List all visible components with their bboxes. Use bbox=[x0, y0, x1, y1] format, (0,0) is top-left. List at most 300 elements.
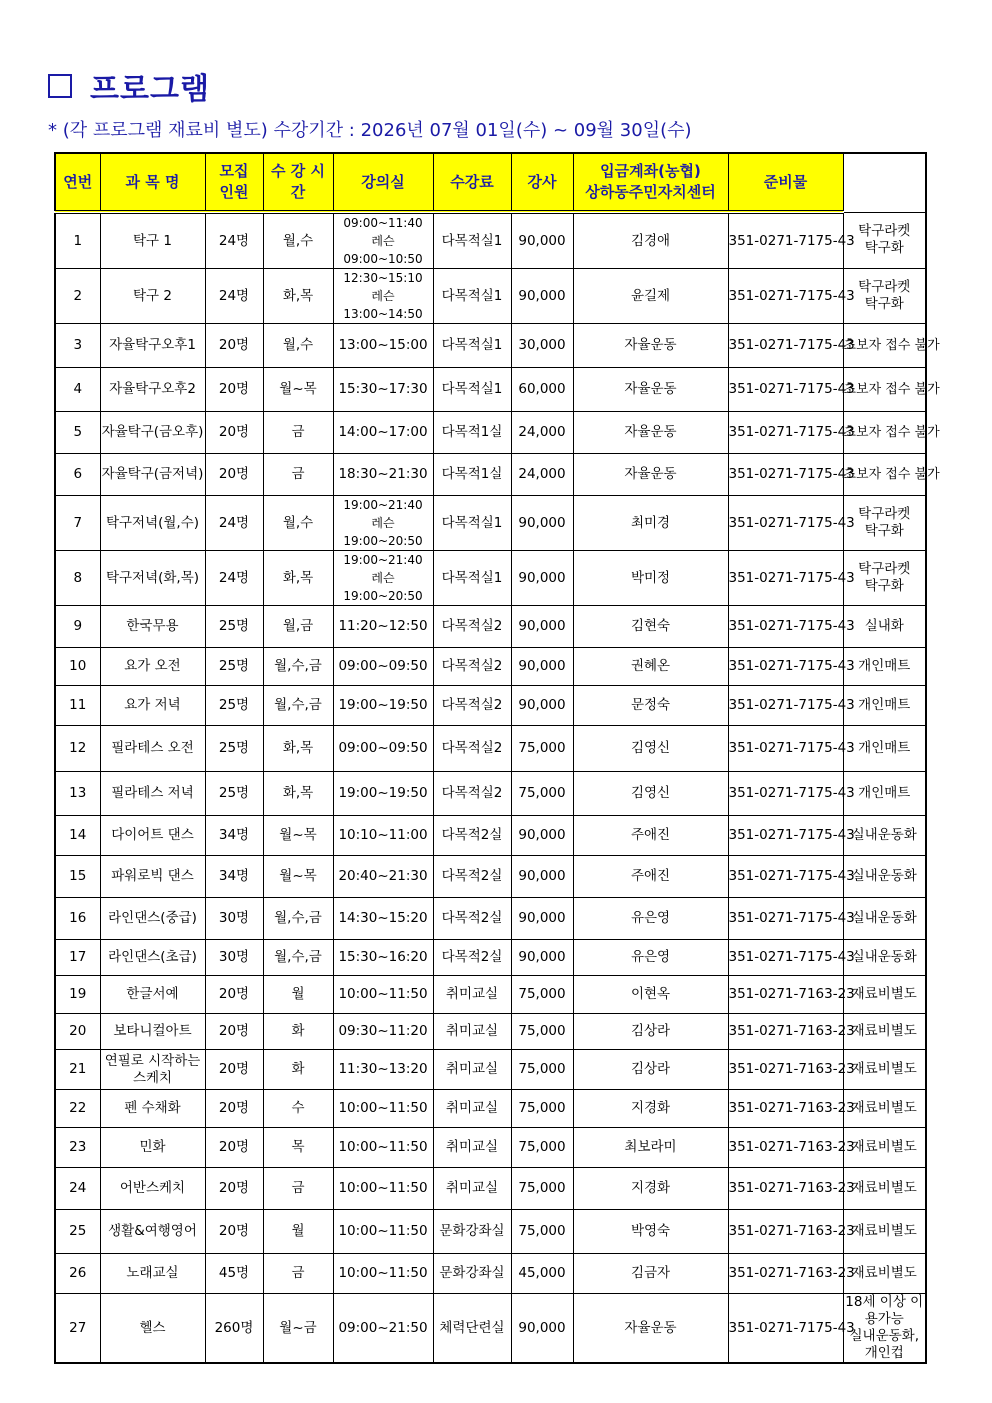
table-row bbox=[55, 1128, 926, 1168]
cell-days: 월~목 bbox=[263, 816, 333, 856]
cell-days: 월,수,금 bbox=[263, 686, 333, 726]
cell-course: 한글서예 bbox=[100, 976, 205, 1014]
cell-time: 11:20~12:50 bbox=[333, 606, 433, 648]
table-row bbox=[55, 269, 926, 324]
cell-room: 다목적2실 bbox=[433, 940, 511, 976]
cell-fee: 90,000 bbox=[511, 606, 573, 648]
table-body bbox=[55, 212, 940, 1363]
header-room: 강의실 bbox=[333, 153, 433, 212]
cell-room: 다목적실1 bbox=[433, 269, 511, 324]
cell-course: 자율탁구(금오후) bbox=[100, 412, 205, 454]
cell-account: 351-0271-7175-43 bbox=[728, 496, 843, 551]
cell-supplies: 개인매트 bbox=[843, 686, 926, 726]
cell-room: 문화강좌실 bbox=[433, 1254, 511, 1294]
cell-no: 7 bbox=[55, 496, 100, 551]
cell-fee: 90,000 bbox=[511, 551, 573, 606]
cell-account: 351-0271-7175-43 bbox=[728, 816, 843, 856]
cell-capacity: 20명 bbox=[205, 1168, 263, 1210]
cell-capacity: 24명 bbox=[205, 269, 263, 324]
cell-instructor: 최미경 bbox=[573, 496, 728, 551]
cell-instructor: 김경애 bbox=[573, 212, 728, 269]
cell-no: 24 bbox=[55, 1168, 100, 1210]
cell-account: 351-0271-7175-43 bbox=[728, 212, 843, 269]
cell-instructor: 박미정 bbox=[573, 551, 728, 606]
cell-supplies: 탁구라켓 탁구화 bbox=[843, 269, 926, 324]
table-row bbox=[55, 772, 926, 816]
table-row bbox=[55, 1090, 926, 1128]
cell-capacity: 25명 bbox=[205, 772, 263, 816]
cell-course: 노래교실 bbox=[100, 1254, 205, 1294]
cell-fee: 75,000 bbox=[511, 1128, 573, 1168]
cell-time: 09:00~09:50 bbox=[333, 726, 433, 772]
cell-course: 자율탁구(금저녁) bbox=[100, 454, 205, 496]
cell-instructor: 윤길제 bbox=[573, 269, 728, 324]
cell-instructor: 김현숙 bbox=[573, 606, 728, 648]
cell-days: 월,수 bbox=[263, 212, 333, 269]
cell-capacity: 30명 bbox=[205, 940, 263, 976]
table-row bbox=[55, 1294, 926, 1364]
cell-room: 취미교실 bbox=[433, 1128, 511, 1168]
cell-supplies: 탁구라켓 탁구화 bbox=[843, 212, 926, 269]
cell-days: 화,목 bbox=[263, 726, 333, 772]
cell-course: 헬스 bbox=[100, 1294, 205, 1364]
cell-no: 5 bbox=[55, 412, 100, 454]
cell-course: 필라테스 오전 bbox=[100, 726, 205, 772]
cell-fee: 45,000 bbox=[511, 1254, 573, 1294]
cell-capacity: 24명 bbox=[205, 551, 263, 606]
cell-time: 14:00~17:00 bbox=[333, 412, 433, 454]
cell-fee: 75,000 bbox=[511, 726, 573, 772]
cell-room: 다목적실1 bbox=[433, 551, 511, 606]
cell-fee: 90,000 bbox=[511, 648, 573, 686]
cell-supplies: 재료비별도 bbox=[843, 1254, 926, 1294]
cell-room: 다목적1실 bbox=[433, 412, 511, 454]
cell-capacity: 20명 bbox=[205, 368, 263, 412]
cell-fee: 90,000 bbox=[511, 269, 573, 324]
cell-time: 15:30~17:30 bbox=[333, 368, 433, 412]
cell-no: 25 bbox=[55, 1210, 100, 1254]
cell-fee: 90,000 bbox=[511, 496, 573, 551]
cell-instructor: 자율운동 bbox=[573, 324, 728, 368]
cell-fee: 75,000 bbox=[511, 976, 573, 1014]
cell-supplies: 재료비별도 bbox=[843, 1090, 926, 1128]
cell-no: 12 bbox=[55, 726, 100, 772]
cell-instructor: 김상라 bbox=[573, 1050, 728, 1090]
cell-time: 09:00~21:50 bbox=[333, 1294, 433, 1364]
cell-time: 15:30~16:20 bbox=[333, 940, 433, 976]
cell-fee: 90,000 bbox=[511, 940, 573, 976]
cell-account: 351-0271-7163-23 bbox=[728, 976, 843, 1014]
table-row bbox=[55, 816, 926, 856]
cell-days: 월,수,금 bbox=[263, 940, 333, 976]
cell-fee: 90,000 bbox=[511, 898, 573, 940]
cell-supplies: 실내운동화 bbox=[843, 898, 926, 940]
cell-time: 19:00~19:50 bbox=[333, 686, 433, 726]
cell-course: 자율탁구오후2 bbox=[100, 368, 205, 412]
cell-account: 351-0271-7175-43 bbox=[728, 368, 843, 412]
cell-instructor: 유은영 bbox=[573, 898, 728, 940]
cell-course: 어반스케치 bbox=[100, 1168, 205, 1210]
cell-supplies: 재료비별도 bbox=[843, 1050, 926, 1090]
cell-instructor: 자율운동 bbox=[573, 412, 728, 454]
cell-days: 월,수 bbox=[263, 324, 333, 368]
cell-supplies: 초보자 접수 불가 bbox=[843, 454, 926, 496]
cell-time: 18:30~21:30 bbox=[333, 454, 433, 496]
table-row bbox=[55, 1014, 926, 1050]
cell-instructor: 문정숙 bbox=[573, 686, 728, 726]
cell-no: 8 bbox=[55, 551, 100, 606]
cell-course: 보타니컬아트 bbox=[100, 1014, 205, 1050]
cell-time: 10:00~11:50 bbox=[333, 1090, 433, 1128]
cell-room: 다목적2실 bbox=[433, 856, 511, 898]
cell-days: 월 bbox=[263, 976, 333, 1014]
cell-no: 6 bbox=[55, 454, 100, 496]
cell-account: 351-0271-7175-43 bbox=[728, 551, 843, 606]
cell-time: 10:00~11:50 bbox=[333, 1210, 433, 1254]
cell-instructor: 김영신 bbox=[573, 726, 728, 772]
cell-capacity: 34명 bbox=[205, 856, 263, 898]
cell-no: 11 bbox=[55, 686, 100, 726]
cell-capacity: 20명 bbox=[205, 1014, 263, 1050]
table-row bbox=[55, 606, 926, 648]
cell-account: 351-0271-7163-23 bbox=[728, 1014, 843, 1050]
cell-supplies: 18세 이상 이용가능 실내운동화,개인컵 bbox=[843, 1294, 926, 1364]
cell-days: 화,목 bbox=[263, 269, 333, 324]
cell-days: 월,수 bbox=[263, 496, 333, 551]
cell-days: 월,수,금 bbox=[263, 898, 333, 940]
header-fee: 수강료 bbox=[433, 153, 511, 212]
table-row bbox=[55, 976, 926, 1014]
cell-instructor: 권혜온 bbox=[573, 648, 728, 686]
cell-room: 취미교실 bbox=[433, 1014, 511, 1050]
cell-supplies: 재료비별도 bbox=[843, 1014, 926, 1050]
table-row bbox=[55, 368, 926, 412]
table-row bbox=[55, 551, 926, 606]
cell-supplies: 초보자 접수 불가 bbox=[843, 368, 926, 412]
cell-time: 10:00~11:50 bbox=[333, 1128, 433, 1168]
table-row bbox=[55, 940, 926, 976]
table-row bbox=[55, 1210, 926, 1254]
cell-no: 15 bbox=[55, 856, 100, 898]
table-row bbox=[55, 648, 926, 686]
cell-instructor: 박영숙 bbox=[573, 1210, 728, 1254]
cell-days: 월~목 bbox=[263, 856, 333, 898]
cell-time: 20:40~21:30 bbox=[333, 856, 433, 898]
cell-capacity: 260명 bbox=[205, 1294, 263, 1364]
cell-no: 27 bbox=[55, 1294, 100, 1364]
cell-fee: 90,000 bbox=[511, 1294, 573, 1364]
cell-instructor: 자율운동 bbox=[573, 368, 728, 412]
cell-account: 351-0271-7175-43 bbox=[728, 324, 843, 368]
cell-account: 351-0271-7163-23 bbox=[728, 1254, 843, 1294]
cell-instructor: 자율운동 bbox=[573, 454, 728, 496]
cell-fee: 75,000 bbox=[511, 772, 573, 816]
cell-account: 351-0271-7163-23 bbox=[728, 1168, 843, 1210]
cell-days: 금 bbox=[263, 454, 333, 496]
cell-account: 351-0271-7163-23 bbox=[728, 1090, 843, 1128]
cell-course: 한국무용 bbox=[100, 606, 205, 648]
cell-time: 19:00~21:40 레슨19:00~20:50 bbox=[333, 496, 433, 551]
table-row bbox=[55, 324, 926, 368]
cell-course: 연필로 시작하는 스케치 bbox=[100, 1050, 205, 1090]
cell-time: 13:00~15:00 bbox=[333, 324, 433, 368]
cell-room: 다목적실2 bbox=[433, 648, 511, 686]
header-time: 수 강 시 간 bbox=[263, 153, 333, 212]
cell-account: 351-0271-7163-23 bbox=[728, 1050, 843, 1090]
cell-days: 월,수,금 bbox=[263, 648, 333, 686]
cell-fee: 90,000 bbox=[511, 856, 573, 898]
cell-instructor: 이현옥 bbox=[573, 976, 728, 1014]
cell-supplies: 개인매트 bbox=[843, 726, 926, 772]
cell-no: 23 bbox=[55, 1128, 100, 1168]
cell-account: 351-0271-7175-43 bbox=[728, 940, 843, 976]
cell-capacity: 25명 bbox=[205, 648, 263, 686]
cell-capacity: 30명 bbox=[205, 898, 263, 940]
cell-no: 16 bbox=[55, 898, 100, 940]
cell-time: 10:00~11:50 bbox=[333, 1254, 433, 1294]
cell-room: 다목적실1 bbox=[433, 496, 511, 551]
cell-supplies: 실내운동화 bbox=[843, 856, 926, 898]
cell-fee: 75,000 bbox=[511, 1168, 573, 1210]
cell-instructor: 자율운동 bbox=[573, 1294, 728, 1364]
header-instructor: 강사 bbox=[511, 153, 573, 212]
cell-course: 생활&여행영어 bbox=[100, 1210, 205, 1254]
cell-account: 351-0271-7175-43 bbox=[728, 606, 843, 648]
cell-capacity: 25명 bbox=[205, 686, 263, 726]
cell-supplies: 실내화 bbox=[843, 606, 926, 648]
cell-time: 09:00~09:50 bbox=[333, 648, 433, 686]
table-row bbox=[55, 726, 926, 772]
checkbox-square-icon bbox=[48, 74, 72, 98]
cell-capacity: 25명 bbox=[205, 606, 263, 648]
header-row bbox=[55, 153, 926, 212]
cell-time: 11:30~13:20 bbox=[333, 1050, 433, 1090]
cell-time: 14:30~15:20 bbox=[333, 898, 433, 940]
cell-supplies: 실내운동화 bbox=[843, 816, 926, 856]
cell-days: 금 bbox=[263, 412, 333, 454]
cell-supplies: 재료비별도 bbox=[843, 976, 926, 1014]
cell-supplies: 초보자 접수 불가 bbox=[843, 324, 926, 368]
table-row bbox=[55, 1254, 926, 1294]
cell-days: 화 bbox=[263, 1050, 333, 1090]
cell-time: 10:00~11:50 bbox=[333, 976, 433, 1014]
cell-capacity: 20명 bbox=[205, 1210, 263, 1254]
cell-no: 10 bbox=[55, 648, 100, 686]
cell-fee: 30,000 bbox=[511, 324, 573, 368]
cell-capacity: 24명 bbox=[205, 212, 263, 269]
cell-room: 다목적실1 bbox=[433, 368, 511, 412]
cell-no: 13 bbox=[55, 772, 100, 816]
cell-time: 19:00~21:40 레슨19:00~20:50 bbox=[333, 551, 433, 606]
cell-room: 취미교실 bbox=[433, 976, 511, 1014]
cell-days: 목 bbox=[263, 1128, 333, 1168]
cell-room: 다목적실2 bbox=[433, 686, 511, 726]
cell-course: 탁구 1 bbox=[100, 212, 205, 269]
page-title bbox=[48, 66, 210, 106]
cell-instructor: 최보라미 bbox=[573, 1128, 728, 1168]
cell-fee: 75,000 bbox=[511, 1050, 573, 1090]
table-row bbox=[55, 856, 926, 898]
cell-supplies: 재료비별도 bbox=[843, 1168, 926, 1210]
cell-room: 다목적실2 bbox=[433, 606, 511, 648]
table-row bbox=[55, 454, 926, 496]
cell-time: 09:30~11:20 bbox=[333, 1014, 433, 1050]
cell-capacity: 34명 bbox=[205, 816, 263, 856]
cell-no: 4 bbox=[55, 368, 100, 412]
cell-capacity: 20명 bbox=[205, 1050, 263, 1090]
cell-fee: 90,000 bbox=[511, 816, 573, 856]
table-row bbox=[55, 212, 926, 269]
cell-supplies: 재료비별도 bbox=[843, 1128, 926, 1168]
cell-room: 취미교실 bbox=[433, 1050, 511, 1090]
cell-room: 다목적1실 bbox=[433, 454, 511, 496]
cell-course: 파워로빅 댄스 bbox=[100, 856, 205, 898]
cell-account: 351-0271-7175-43 bbox=[728, 856, 843, 898]
cell-room: 다목적실2 bbox=[433, 726, 511, 772]
cell-capacity: 20명 bbox=[205, 454, 263, 496]
cell-room: 다목적실1 bbox=[433, 324, 511, 368]
cell-capacity: 24명 bbox=[205, 496, 263, 551]
cell-time: 10:00~11:50 bbox=[333, 1168, 433, 1210]
cell-instructor: 주애진 bbox=[573, 816, 728, 856]
header-account: 입금계좌(농협) 상하동주민자치센터 bbox=[573, 153, 728, 212]
cell-course: 라인댄스(중급) bbox=[100, 898, 205, 940]
cell-instructor: 지경화 bbox=[573, 1090, 728, 1128]
cell-instructor: 주애진 bbox=[573, 856, 728, 898]
cell-course: 라인댄스(초급) bbox=[100, 940, 205, 976]
cell-account: 351-0271-7175-43 bbox=[728, 269, 843, 324]
cell-instructor: 지경화 bbox=[573, 1168, 728, 1210]
cell-capacity: 20명 bbox=[205, 412, 263, 454]
cell-room: 다목적2실 bbox=[433, 898, 511, 940]
cell-account: 351-0271-7163-23 bbox=[728, 1128, 843, 1168]
table-row bbox=[55, 1050, 926, 1090]
cell-days: 화,목 bbox=[263, 772, 333, 816]
table-row bbox=[55, 412, 926, 454]
cell-instructor: 김영신 bbox=[573, 772, 728, 816]
cell-capacity: 20명 bbox=[205, 1128, 263, 1168]
cell-course: 다이어트 댄스 bbox=[100, 816, 205, 856]
header-supplies: 준비물 bbox=[728, 153, 843, 212]
cell-supplies: 탁구라켓 탁구화 bbox=[843, 551, 926, 606]
cell-fee: 75,000 bbox=[511, 1090, 573, 1128]
cell-account: 351-0271-7175-43 bbox=[728, 648, 843, 686]
cell-supplies: 재료비별도 bbox=[843, 1210, 926, 1254]
header-capacity: 모집 인원 bbox=[205, 153, 263, 212]
cell-capacity: 20명 bbox=[205, 1090, 263, 1128]
cell-supplies: 초보자 접수 불가 bbox=[843, 412, 926, 454]
header-no: 연번 bbox=[55, 153, 100, 212]
table-row bbox=[55, 898, 926, 940]
cell-course: 요가 오전 bbox=[100, 648, 205, 686]
cell-room: 체력단련실 bbox=[433, 1294, 511, 1364]
cell-course: 요가 저녁 bbox=[100, 686, 205, 726]
cell-fee: 90,000 bbox=[511, 212, 573, 269]
cell-account: 351-0271-7175-43 bbox=[728, 412, 843, 454]
cell-supplies: 개인매트 bbox=[843, 772, 926, 816]
cell-no: 3 bbox=[55, 324, 100, 368]
header-course: 과 목 명 bbox=[100, 153, 205, 212]
cell-room: 다목적실2 bbox=[433, 772, 511, 816]
cell-account: 351-0271-7175-43 bbox=[728, 1294, 843, 1364]
cell-course: 펜 수채화 bbox=[100, 1090, 205, 1128]
cell-time: 09:00~11:40 레슨09:00~10:50 bbox=[333, 212, 433, 269]
subtitle: * (각 프로그램 재료비 별도) 수강기간 : 2026년 07월 01일(수) ~ 09월 30일(수) bbox=[48, 120, 692, 141]
cell-fee: 90,000 bbox=[511, 686, 573, 726]
cell-time: 10:10~11:00 bbox=[333, 816, 433, 856]
cell-time: 19:00~19:50 bbox=[333, 772, 433, 816]
page-title-text: 프로그램 bbox=[90, 72, 210, 107]
cell-days: 월 bbox=[263, 1210, 333, 1254]
cell-days: 월,금 bbox=[263, 606, 333, 648]
cell-course: 탁구저녁(월,수) bbox=[100, 496, 205, 551]
cell-no: 9 bbox=[55, 606, 100, 648]
cell-instructor: 유은영 bbox=[573, 940, 728, 976]
cell-no: 21 bbox=[55, 1050, 100, 1090]
cell-no: 19 bbox=[55, 976, 100, 1014]
cell-course: 탁구저녁(화,목) bbox=[100, 551, 205, 606]
cell-days: 월~목 bbox=[263, 368, 333, 412]
program-table bbox=[54, 152, 940, 1364]
cell-days: 금 bbox=[263, 1168, 333, 1210]
cell-course: 자율탁구오후1 bbox=[100, 324, 205, 368]
cell-account: 351-0271-7175-43 bbox=[728, 454, 843, 496]
cell-capacity: 25명 bbox=[205, 726, 263, 772]
cell-course: 탁구 2 bbox=[100, 269, 205, 324]
cell-course: 필라테스 저녁 bbox=[100, 772, 205, 816]
cell-supplies: 개인매트 bbox=[843, 648, 926, 686]
cell-instructor: 김상라 bbox=[573, 1014, 728, 1050]
cell-days: 화 bbox=[263, 1014, 333, 1050]
cell-instructor: 김금자 bbox=[573, 1254, 728, 1294]
cell-no: 14 bbox=[55, 816, 100, 856]
cell-room: 취미교실 bbox=[433, 1090, 511, 1128]
cell-account: 351-0271-7175-43 bbox=[728, 686, 843, 726]
cell-no: 22 bbox=[55, 1090, 100, 1128]
cell-fee: 24,000 bbox=[511, 454, 573, 496]
cell-account: 351-0271-7175-43 bbox=[728, 898, 843, 940]
cell-days: 화,목 bbox=[263, 551, 333, 606]
cell-days: 금 bbox=[263, 1254, 333, 1294]
cell-room: 취미교실 bbox=[433, 1168, 511, 1210]
cell-room: 문화강좌실 bbox=[433, 1210, 511, 1254]
cell-supplies: 실내운동화 bbox=[843, 940, 926, 976]
cell-supplies: 탁구라켓 탁구화 bbox=[843, 496, 926, 551]
cell-no: 26 bbox=[55, 1254, 100, 1294]
cell-capacity: 20명 bbox=[205, 976, 263, 1014]
table-header bbox=[55, 153, 926, 212]
cell-capacity: 20명 bbox=[205, 324, 263, 368]
cell-account: 351-0271-7163-23 bbox=[728, 1210, 843, 1254]
cell-course: 민화 bbox=[100, 1128, 205, 1168]
cell-no: 20 bbox=[55, 1014, 100, 1050]
cell-no: 17 bbox=[55, 940, 100, 976]
cell-days: 수 bbox=[263, 1090, 333, 1128]
cell-account: 351-0271-7175-43 bbox=[728, 772, 843, 816]
table-row bbox=[55, 496, 926, 551]
cell-no: 2 bbox=[55, 269, 100, 324]
cell-fee: 24,000 bbox=[511, 412, 573, 454]
cell-time: 12:30~15:10 레슨13:00~14:50 bbox=[333, 269, 433, 324]
cell-room: 다목적2실 bbox=[433, 816, 511, 856]
table-row bbox=[55, 686, 926, 726]
cell-capacity: 45명 bbox=[205, 1254, 263, 1294]
cell-fee: 75,000 bbox=[511, 1210, 573, 1254]
cell-account: 351-0271-7175-43 bbox=[728, 726, 843, 772]
cell-no: 1 bbox=[55, 212, 100, 269]
cell-fee: 75,000 bbox=[511, 1014, 573, 1050]
cell-room: 다목적실1 bbox=[433, 212, 511, 269]
